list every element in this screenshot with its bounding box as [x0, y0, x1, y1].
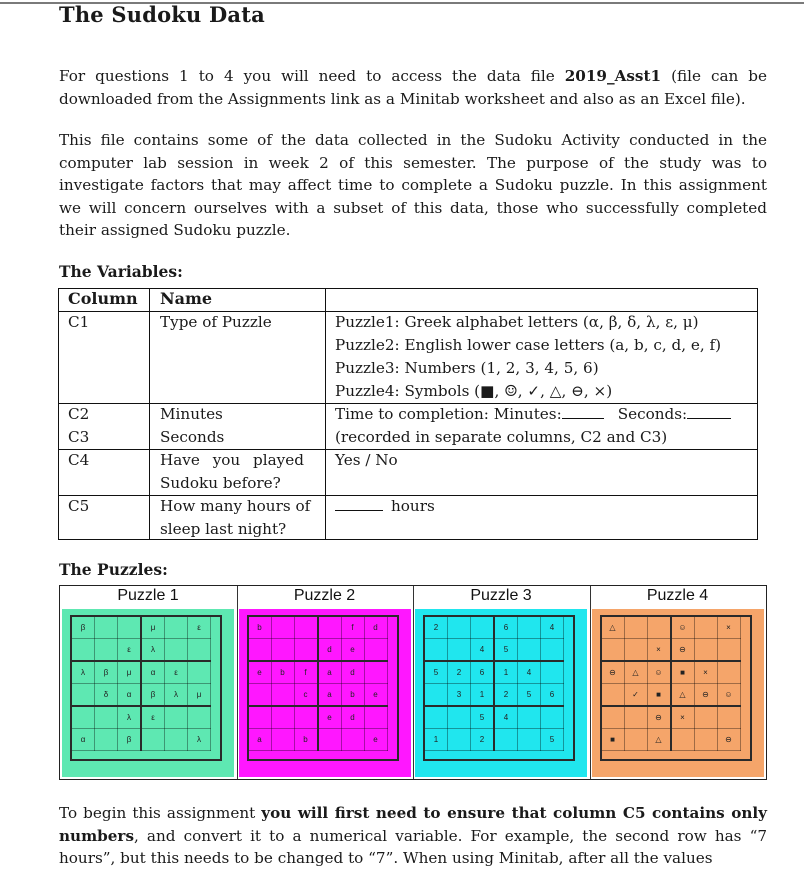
grid-cell: △ — [601, 617, 624, 639]
grid-cell: α — [118, 684, 142, 707]
grid-cell — [541, 706, 564, 729]
grid-cell — [271, 639, 294, 662]
puzzle-title: Puzzle 2 — [293, 587, 356, 604]
grid-cell: b — [271, 661, 294, 684]
grid-cell — [248, 639, 271, 662]
grid-cell: 5 — [494, 639, 518, 662]
puzzle-title: Puzzle 3 — [470, 587, 532, 604]
grid-row — [425, 661, 564, 684]
grid-cell — [624, 706, 647, 729]
grid-cell: ε — [141, 706, 165, 729]
grid-cell: △ — [647, 729, 671, 751]
grid-cell — [647, 617, 671, 639]
grid-row — [425, 706, 564, 729]
column-header: Column — [68, 289, 138, 308]
grid-cell: 6 — [471, 661, 495, 684]
closing-paragraph — [59, 802, 767, 870]
closing-text-tail: , and convert it to a numerical variable. For example, the second row has “7 hours”, but this needs to be changed to “7”. When using Minitab, after all the values — [59, 826, 767, 868]
grid-cell — [271, 706, 294, 729]
grid-cell: a — [318, 684, 342, 707]
grid-cell — [95, 639, 118, 662]
intro-paragraph-1 — [59, 65, 767, 110]
grid-cell: ■ — [601, 729, 624, 751]
grid-cell: β — [95, 661, 118, 684]
grid-row — [248, 661, 387, 684]
grid-cell: β — [72, 617, 95, 639]
grid-cell: 3 — [448, 684, 471, 707]
grid-cell — [165, 639, 188, 662]
sudoku-grid — [71, 616, 211, 751]
grid-cell: × — [671, 706, 695, 729]
grid-cell — [717, 639, 740, 662]
grid-cell — [448, 729, 471, 751]
grid-cell: λ — [118, 706, 142, 729]
grid-cell: 6 — [541, 684, 564, 707]
grid-cell: × — [717, 617, 740, 639]
row-c3-name: Seconds — [160, 428, 225, 446]
grid-cell — [717, 661, 740, 684]
grid-cell — [188, 639, 211, 662]
grid-cell — [248, 684, 271, 707]
grid-cell — [364, 706, 387, 729]
grid-cell: α — [141, 661, 165, 684]
grid-cell: 4 — [541, 617, 564, 639]
grid-cell: × — [647, 639, 671, 662]
grid-cell — [518, 729, 541, 751]
grid-row — [601, 684, 740, 707]
grid-cell — [425, 706, 448, 729]
grid-cell: ☺ — [647, 661, 671, 684]
grid-cell: ε — [165, 661, 188, 684]
grid-cell — [694, 639, 717, 662]
row-c4-column: C4 — [68, 451, 90, 469]
grid-cell — [318, 617, 342, 639]
grid-cell — [541, 639, 564, 662]
grid-cell: λ — [141, 639, 165, 662]
grid-cell — [448, 639, 471, 662]
grid-row — [601, 729, 740, 751]
grid-cell: f — [341, 617, 364, 639]
sudoku-grid — [601, 616, 741, 751]
sudoku-grid — [248, 616, 388, 751]
grid-row — [72, 706, 211, 729]
grid-cell — [95, 729, 118, 751]
row-c2-column: C2 — [68, 405, 90, 423]
grid-cell — [72, 706, 95, 729]
grid-cell: 5 — [471, 706, 495, 729]
grid-cell — [294, 706, 318, 729]
grid-cell: ■ — [647, 684, 671, 707]
grid-cell: 5 — [518, 684, 541, 707]
grid-cell — [624, 617, 647, 639]
grid-row — [425, 684, 564, 707]
grid-cell — [271, 729, 294, 751]
grid-cell: ✓ — [624, 684, 647, 707]
grid-row — [248, 729, 387, 751]
grid-cell: d — [318, 639, 342, 662]
grid-cell: 1 — [425, 729, 448, 751]
grid-cell — [248, 706, 271, 729]
grid-row — [72, 729, 211, 751]
grid-cell — [341, 729, 364, 751]
grid-cell — [518, 617, 541, 639]
grid-cell: ⊖ — [647, 706, 671, 729]
grid-cell — [601, 639, 624, 662]
row-c5-column: C5 — [68, 497, 90, 515]
grid-cell: λ — [165, 684, 188, 707]
grid-cell: △ — [624, 661, 647, 684]
grid-row — [248, 617, 387, 639]
grid-cell — [624, 639, 647, 662]
grid-row — [601, 706, 740, 729]
grid-cell: e — [318, 706, 342, 729]
grid-cell: e — [341, 639, 364, 662]
grid-cell: a — [318, 661, 342, 684]
grid-cell: 1 — [471, 684, 495, 707]
grid-row — [248, 706, 387, 729]
row-c1-desc-puzzle3: Puzzle3: Numbers (1, 2, 3, 4, 5, 6) — [335, 359, 599, 377]
grid-cell: a — [248, 729, 271, 751]
grid-row — [601, 639, 740, 662]
grid-row — [425, 729, 564, 751]
grid-cell: d — [364, 617, 387, 639]
grid-row — [425, 617, 564, 639]
grid-cell: d — [341, 661, 364, 684]
row-c3-column: C3 — [68, 428, 90, 446]
grid-cell: c — [294, 684, 318, 707]
puzzle-1 — [60, 586, 236, 779]
grid-cell — [717, 706, 740, 729]
grid-row — [248, 684, 387, 707]
grid-cell — [188, 661, 211, 684]
grid-cell: f — [294, 661, 318, 684]
grid-cell — [601, 706, 624, 729]
grid-cell: × — [694, 661, 717, 684]
grid-cell: ⊖ — [671, 639, 695, 662]
grid-cell: 5 — [541, 729, 564, 751]
puzzles-heading: The Puzzles: — [59, 560, 168, 579]
grid-cell: 2 — [448, 661, 471, 684]
grid-cell — [518, 639, 541, 662]
grid-cell — [694, 729, 717, 751]
hours-label: hours — [391, 497, 435, 515]
grid-cell: ☺ — [717, 684, 740, 707]
grid-cell — [471, 617, 495, 639]
grid-row — [601, 661, 740, 684]
grid-row — [72, 684, 211, 707]
grid-cell: ☺ — [671, 617, 695, 639]
grid-cell: e — [364, 684, 387, 707]
closing-emphasis: you will first need to ensure that column C5 contains only numbers — [59, 804, 767, 845]
grid-cell — [541, 661, 564, 684]
seconds-label: Seconds: — [617, 405, 688, 423]
minutes-blank — [562, 418, 604, 419]
grid-cell — [165, 706, 188, 729]
grid-cell: β — [118, 729, 142, 751]
puzzle-3 — [413, 586, 589, 779]
grid-cell — [448, 617, 471, 639]
grid-cell: 5 — [425, 661, 448, 684]
puzzles-panel — [59, 585, 767, 780]
seconds-blank — [687, 418, 731, 419]
minutes-label: Time to completion: Minutes: — [335, 405, 562, 423]
grid-cell — [694, 617, 717, 639]
row-c1-desc-puzzle2: Puzzle2: English lower case letters (a, b, c, d, e, f) — [335, 336, 722, 354]
grid-cell — [271, 617, 294, 639]
name-header: Name — [160, 289, 213, 308]
grid-cell: λ — [188, 729, 211, 751]
row-c1-desc-puzzle1: Puzzle1: Greek alphabet letters (α, β, δ, λ, ε, μ) — [335, 313, 699, 331]
grid-cell — [72, 684, 95, 707]
puzzle-title: Puzzle 1 — [117, 587, 179, 604]
puzzle-4 — [590, 586, 766, 779]
grid-cell — [694, 706, 717, 729]
row-c1-desc-puzzle4: Puzzle4: Symbols (■, ☺, ✓, △, ⊖, ×) — [335, 382, 613, 400]
grid-cell: ε — [188, 617, 211, 639]
row-c4-name-line1: Have you played — [160, 451, 304, 469]
grid-cell — [188, 706, 211, 729]
grid-cell: 4 — [494, 706, 518, 729]
grid-cell — [518, 706, 541, 729]
grid-cell: ⊖ — [717, 729, 740, 751]
grid-cell: 6 — [494, 617, 518, 639]
grid-row — [72, 661, 211, 684]
grid-row — [72, 639, 211, 662]
grid-cell: e — [364, 729, 387, 751]
grid-cell — [95, 706, 118, 729]
closing-text: To begin this assignment — [59, 804, 262, 822]
grid-cell: α — [72, 729, 95, 751]
grid-cell: b — [294, 729, 318, 751]
grid-cell — [494, 729, 518, 751]
grid-cell — [165, 729, 188, 751]
row-c4-name-line2: Sudoku before? — [160, 474, 281, 492]
grid-cell: β — [141, 684, 165, 707]
row-c3-desc: (recorded in separate columns, C2 and C3) — [335, 428, 668, 446]
row-c5-name-line1: How many hours of — [160, 497, 311, 515]
puzzle-divider — [237, 586, 238, 779]
row-c5-desc — [335, 495, 435, 518]
grid-cell — [601, 684, 624, 707]
grid-cell — [364, 639, 387, 662]
grid-cell — [294, 639, 318, 662]
grid-cell: δ — [95, 684, 118, 707]
grid-cell: 2 — [494, 684, 518, 707]
grid-cell: d — [341, 706, 364, 729]
grid-cell — [95, 617, 118, 639]
grid-cell: ⊖ — [694, 684, 717, 707]
grid-cell: 2 — [425, 617, 448, 639]
grid-cell — [318, 729, 342, 751]
grid-cell — [165, 617, 188, 639]
row-c1-name: Type of Puzzle — [160, 313, 272, 331]
grid-cell: 1 — [494, 661, 518, 684]
grid-cell: ⊖ — [601, 661, 624, 684]
grid-cell: b — [248, 617, 271, 639]
grid-cell: 4 — [518, 661, 541, 684]
intro-text-tail: (file can be downloaded from the Assignments link as a Minitab worksheet and also as an Excel file). — [59, 67, 767, 108]
grid-cell — [364, 661, 387, 684]
variables-heading: The Variables: — [59, 262, 183, 281]
grid-row — [248, 639, 387, 662]
grid-cell — [425, 684, 448, 707]
row-c2-desc — [335, 403, 731, 426]
page-title: The Sudoku Data — [59, 2, 265, 27]
puzzle-title: Puzzle 4 — [646, 587, 709, 604]
grid-cell: μ — [188, 684, 211, 707]
puzzle-divider — [413, 586, 414, 779]
row-c1-column: C1 — [68, 313, 90, 331]
row-c5-name-line2: sleep last night? — [160, 520, 287, 538]
grid-cell — [141, 729, 165, 751]
sudoku-grid — [424, 616, 564, 751]
grid-cell — [425, 639, 448, 662]
grid-cell: λ — [72, 661, 95, 684]
puzzle-2 — [237, 586, 413, 779]
grid-cell: 4 — [471, 639, 495, 662]
variables-table — [58, 288, 758, 540]
puzzle-divider — [590, 586, 591, 779]
grid-cell: μ — [118, 661, 142, 684]
grid-cell: b — [341, 684, 364, 707]
grid-cell: 2 — [471, 729, 495, 751]
grid-cell: ■ — [671, 661, 695, 684]
row-c4-desc: Yes / No — [335, 451, 398, 469]
intro-paragraph-2: This file contains some of the data collected in the Sudoku Activity conducted in the computer lab session in week 2 of this semester. The purpose of the study was to investigate factors that may affect time to complete a Sudoku puzzle. In this assignment we will concern ourselves with a subset of this data, those who successfully completed their assigned Sudoku puzzle. — [59, 131, 767, 240]
intro-text: For questions 1 to 4 you will need to access the data file — [59, 67, 565, 85]
grid-cell — [448, 706, 471, 729]
grid-cell: ε — [118, 639, 142, 662]
grid-cell: △ — [671, 684, 695, 707]
grid-cell: μ — [141, 617, 165, 639]
data-file-name: 2019_Asst1 — [564, 67, 662, 85]
grid-row — [72, 617, 211, 639]
grid-cell — [118, 617, 142, 639]
grid-cell — [271, 684, 294, 707]
grid-cell: e — [248, 661, 271, 684]
grid-cell — [72, 639, 95, 662]
grid-cell — [294, 617, 318, 639]
grid-row — [601, 617, 740, 639]
grid-cell — [671, 729, 695, 751]
grid-row — [425, 639, 564, 662]
row-c2-name: Minutes — [160, 405, 223, 423]
grid-cell — [624, 729, 647, 751]
hours-blank — [335, 510, 383, 511]
